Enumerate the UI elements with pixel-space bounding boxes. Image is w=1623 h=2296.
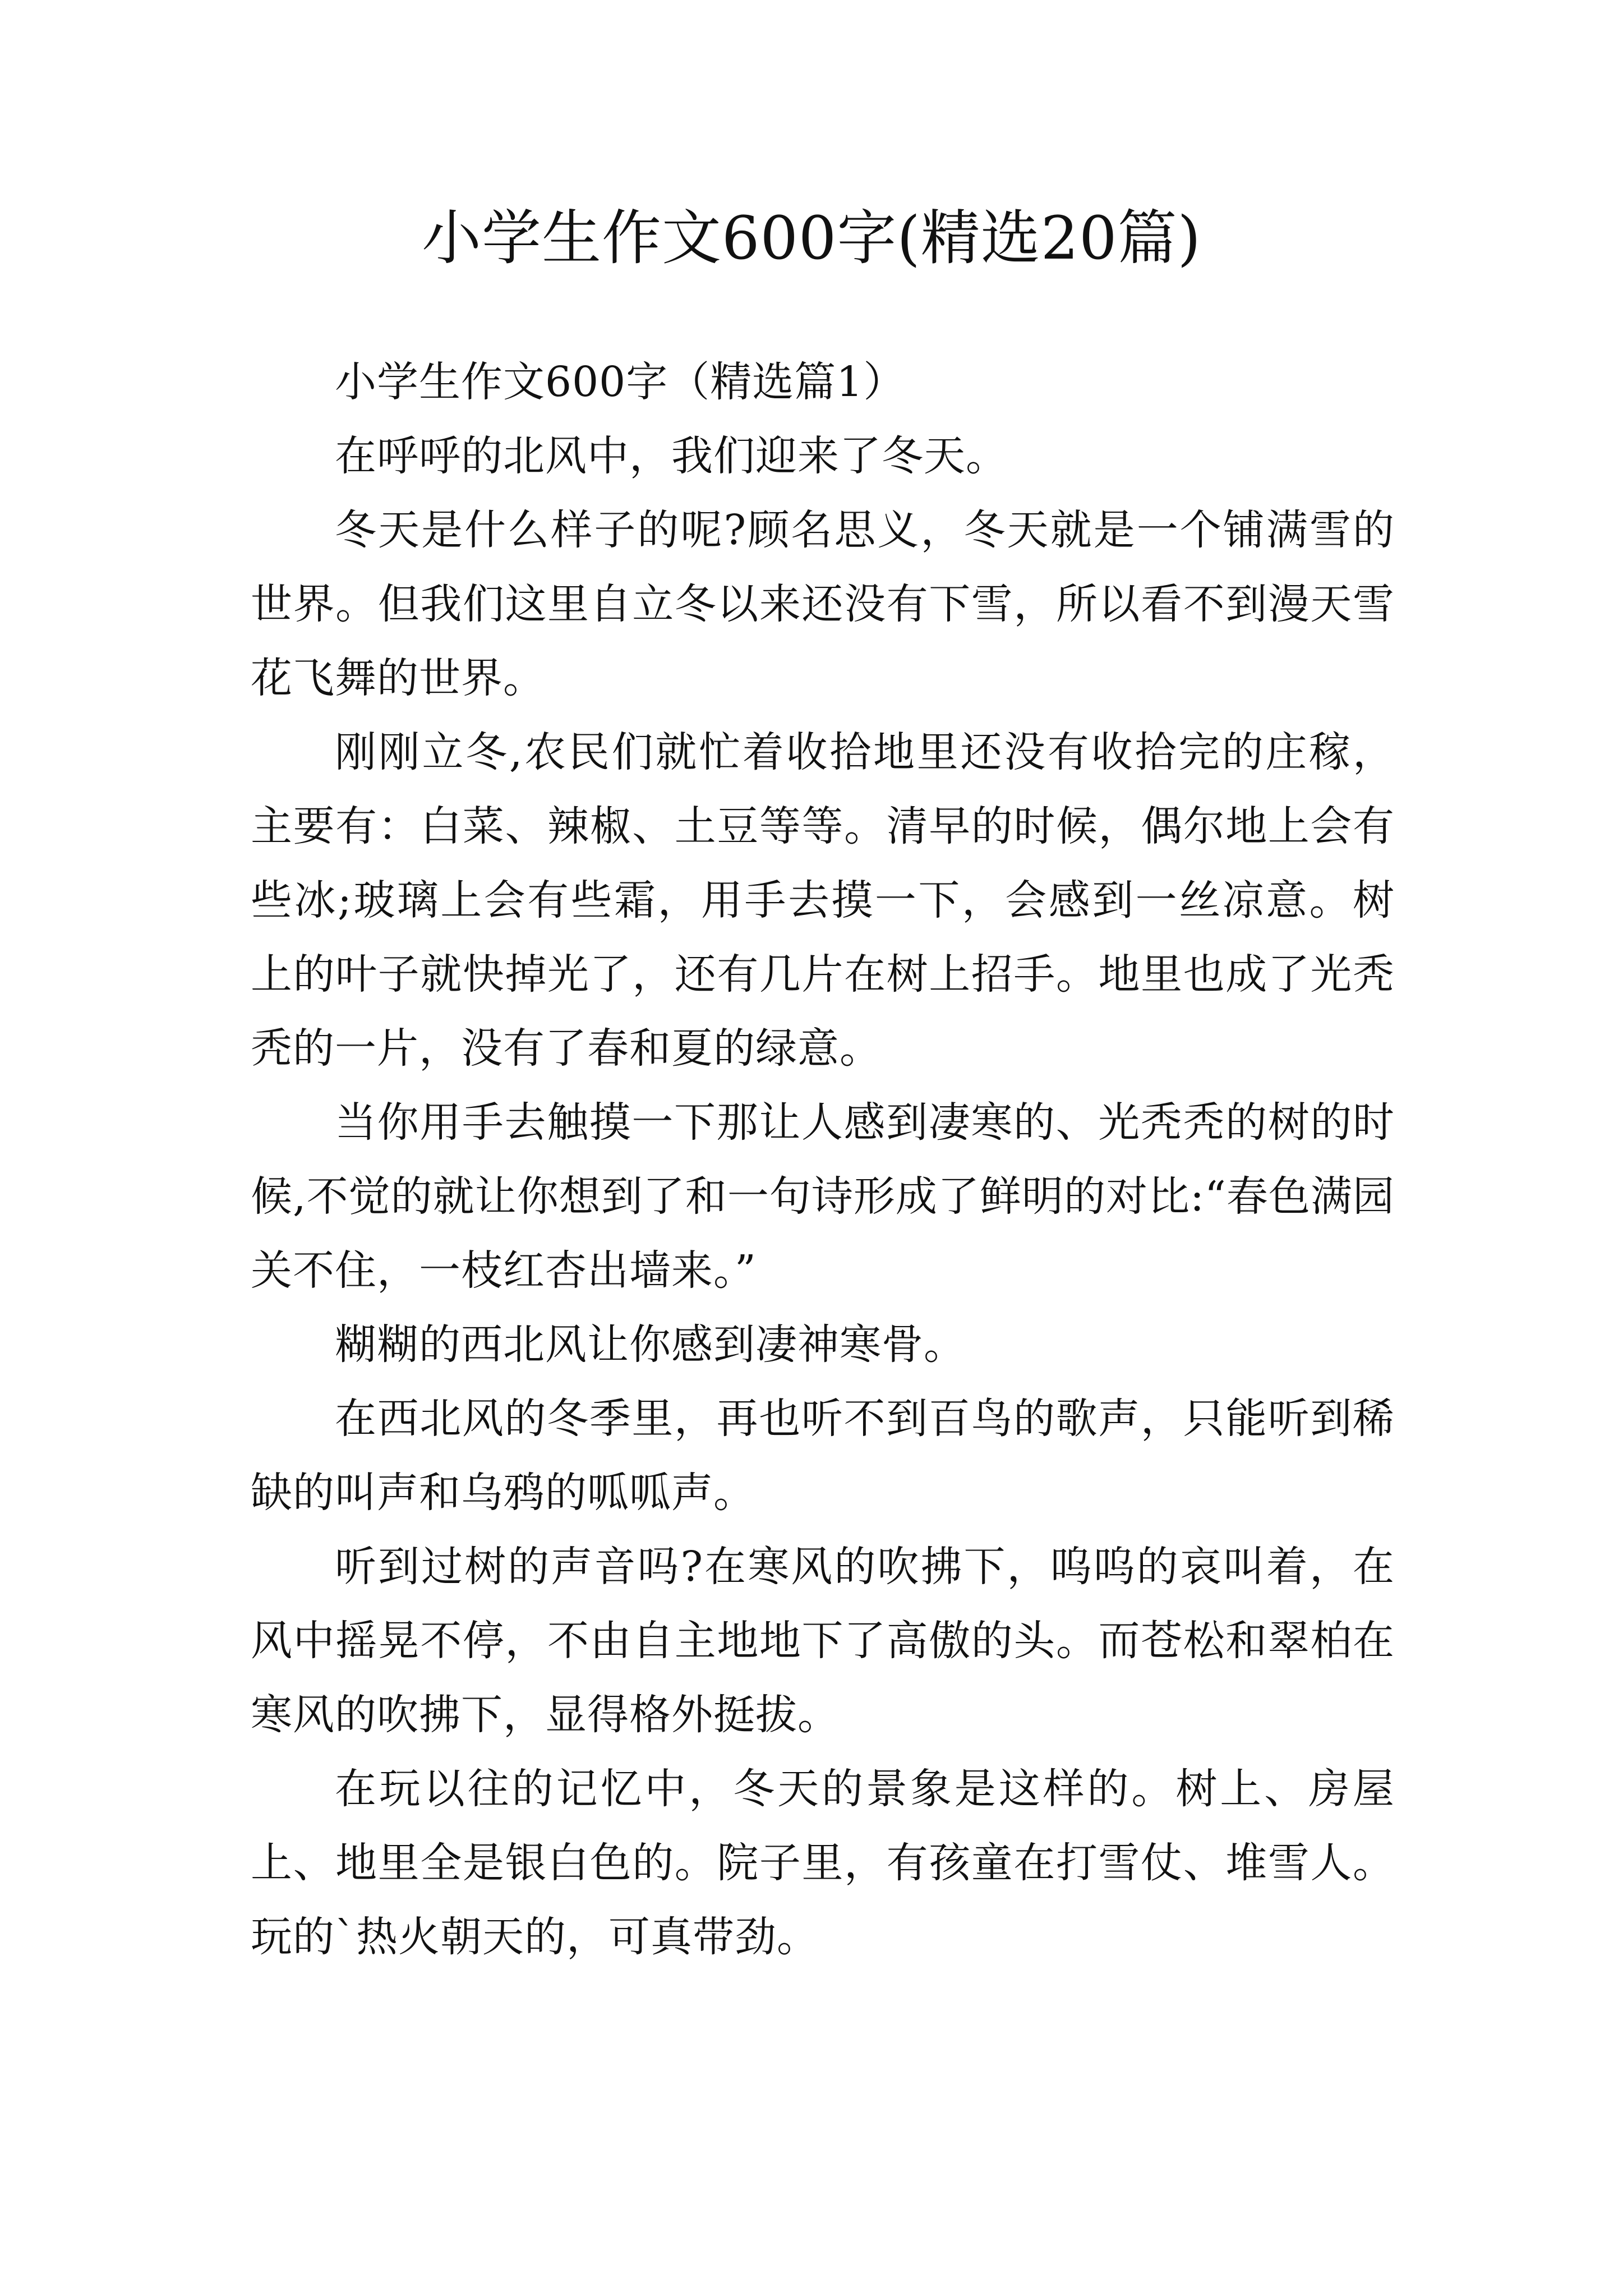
paragraph: 冬天是什么样子的呢?顾名思义，冬天就是一个铺满雪的世界。但我们这里自立冬以来还没有下雪，所以看不到漫天雪花飞舞的世界。: [251, 506, 1395, 702]
paragraph: 当你用手去触摸一下那让人感到凄寒的、光秃秃的树的时候,不觉的就让你想到了和一句诗形成了鲜明的对比:“春色满园关不住，一枝红杏出墙来。”: [251, 1098, 1395, 1295]
paragraph: 听到过树的声音吗?在寒风的吹拂下，呜呜的哀叫着，在风中摇晃不停，不由自主地地下了高傲的头。而苍松和翠柏在寒风的吹拂下，显得格外挺拔。: [251, 1543, 1395, 1739]
paragraph: 刚刚立冬,农民们就忙着收拾地里还没有收拾完的庄稼，主要有：白菜、辣椒、土豆等等。清早的时候，偶尔地上会有些冰;玻璃上会有些霜，用手去摸一下，会感到一丝凉意。树上的叶子就快掉光了，还有几片在树上招手。地里也成了光秃秃的一片，没有了春和夏的绿意。: [251, 728, 1395, 1073]
paragraph: 糊糊的西北风让你感到凄神寒骨。: [335, 1320, 966, 1369]
paragraph-section-heading: 小学生作文600字（精选篇1）: [335, 358, 906, 406]
paragraph: 在玩以往的记忆中，冬天的景象是这样的。树上、房屋上、地里全是银白色的。院子里，有孩童在打雪仗、堆雪人。玩的`热火朝天的，可真带劲。: [251, 1765, 1395, 1961]
paragraph: 在呼呼的北风中，我们迎来了冬天。: [335, 432, 1008, 480]
document-title: 小学生作文600字(精选20篇): [422, 204, 1201, 273]
paragraph: 在西北风的冬季里，再也听不到百鸟的歌声，只能听到稀缺的叫声和乌鸦的呱呱声。: [251, 1395, 1395, 1517]
document-body: [251, 345, 1395, 1974]
